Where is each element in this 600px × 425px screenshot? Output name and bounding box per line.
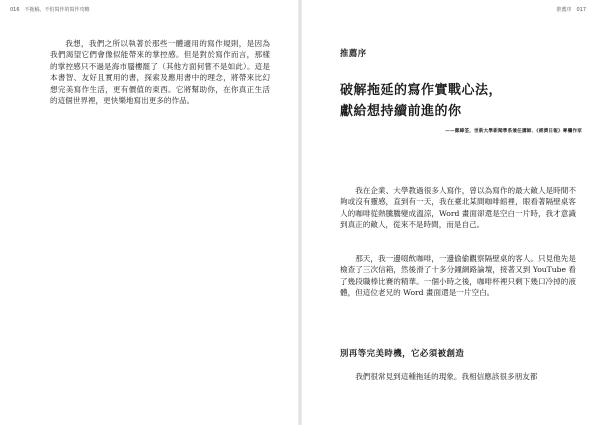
right-page-paragraph-3: 我們很常見到這種拖延的現象。我相信應該很多朋友都 xyxy=(355,372,538,381)
right-page xyxy=(300,0,600,425)
right-page-paragraph-2: 那天，我一邊啜飲咖啡，一邊偷偷觀察隔壁桌的客人。只見他先是檢查了三次信箱，然後滑了十多分鐘網路論壇，接著又到 YouTube 看了幾段職棒比賽的精華。一個小時之後，咖啡杯裡只剩下幾口冷掉的液體，但這位老兄的 Word 畫面還是一片空白。 xyxy=(340,254,576,298)
chapter-title-line2: 獻給想持續前進的你 xyxy=(340,104,462,119)
chapter-title-line1: 破解拖延的寫作實戰心法， xyxy=(340,83,503,98)
right-page-header: 推薦序 017 xyxy=(556,7,586,13)
chapter-title xyxy=(340,80,580,122)
right-page-paragraph-1: 我在企業、大學教過很多人寫作，曾以為寫作的最大敵人是時間不夠或沒有靈感，直到有一天，我在臺北某間咖啡館裡，眼看著隔壁桌客人的咖啡從熱騰騰變成溫涼，Word 畫面卻還是空白一片時，我才意識到真正的敵人，從來不是時間，而是自己。 xyxy=(340,186,576,230)
section-subheading: 別再等完美時機，它必須被創造 xyxy=(340,348,465,358)
left-page-paragraph: 我想，我們之所以執著於那些一體適用的寫作規則，是因為我們渴望它們會像似能帶來的掌控感。但是對於寫作而言，那樣的掌控感只不過是海市蜃樓罷了（其他方面何嘗不是如此）。這是本書智、友好且實用的書，探索及應用書中的理念，將帶來比幻想完美寫作生活，更有價值的東西。它將幫助你，在你真正生活的這個世界裡，更快樂地寫出更多的作品。 xyxy=(50,39,270,106)
author-byline: ——鄭緯筌，世新大學新聞學系兼任講師、《經濟日報》專欄作家 xyxy=(445,129,582,134)
section-label: 推薦序 xyxy=(340,48,367,58)
left-page-header: 016 不拖稿、不怕寫作的寫作攻略 xyxy=(10,7,90,13)
